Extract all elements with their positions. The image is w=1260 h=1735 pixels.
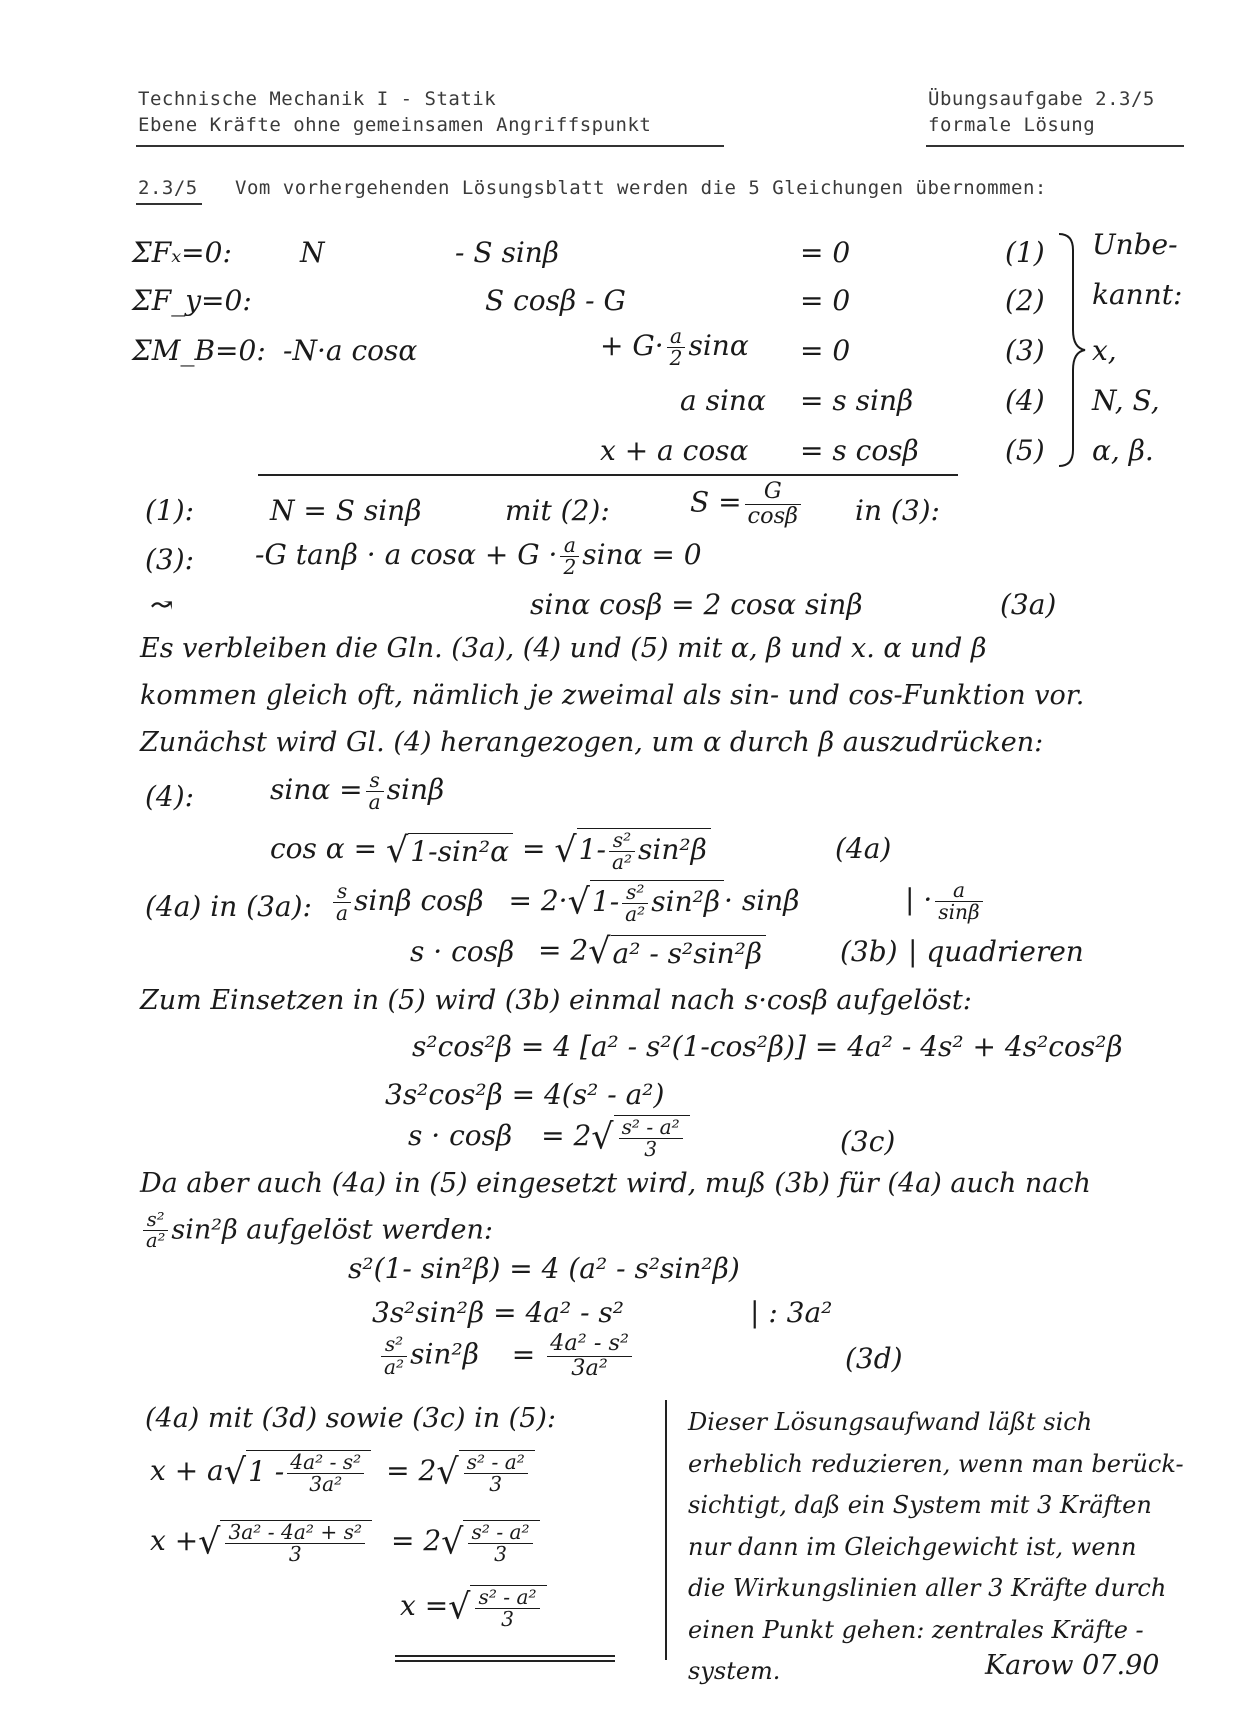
step13-rhs-num: 4a² - s²: [547, 1332, 632, 1357]
step10-fraction: [619, 1117, 683, 1160]
final2-lhs: x +: [150, 1524, 199, 1558]
step5-rad1: 1-sin²α: [408, 833, 513, 868]
step13-num: s²: [381, 1334, 407, 1356]
final-eq-3: [400, 1585, 547, 1630]
eq2-label: (2): [1005, 284, 1045, 317]
step2-num: a: [560, 535, 579, 557]
final1-lhs: x + a: [150, 1454, 224, 1488]
step13-fraction: [381, 1334, 407, 1377]
step6-mult-num: a: [935, 880, 982, 902]
step13-equation: [378, 1332, 635, 1380]
step6-equation: [330, 880, 799, 925]
step10-lhs: s · cosβ: [408, 1119, 513, 1153]
unknowns-x: x,: [1092, 334, 1117, 367]
final1-rad-pre: 1 -: [248, 1455, 285, 1489]
eq3-half-fraction: [667, 326, 686, 369]
eq3-label: (3): [1005, 334, 1045, 367]
final2-rhs-den: 3: [494, 1542, 507, 1567]
signature: Karow 07.90: [985, 1650, 1160, 1681]
step5-rad2-post: sin²β: [638, 833, 707, 867]
step6-multiplier: [905, 880, 986, 923]
final2-eq: = 2: [390, 1524, 442, 1558]
step6-sqrt: √1- $\frac{\text{s²}}{\text{a²}}$ sin²β: [568, 880, 724, 925]
step6-fraction: [333, 881, 351, 924]
step2-fraction: [560, 535, 579, 578]
unknowns-heading-1: Unbe-: [1092, 228, 1178, 261]
step2-equation: [255, 535, 702, 578]
step1-with: mit (2):: [505, 494, 610, 527]
eq3-g-sin: sinα: [688, 329, 749, 363]
final2-rhs-num: s² - a²: [468, 1522, 532, 1544]
step6-eq: = 2·: [508, 884, 568, 918]
paragraph-6-num: s²: [143, 1210, 168, 1231]
final2-den: 3: [288, 1542, 302, 1567]
step7-rhs: [538, 932, 766, 972]
eq2-condition: ΣF_y=0:: [132, 284, 252, 317]
step13-eq: =: [511, 1337, 536, 1371]
paragraph-5: Da aber auch (4a) in (5) eingesetzt wird, muß (3b) für (4a) auch nach: [140, 1168, 1091, 1199]
step6-den: a: [336, 901, 349, 926]
final1-num: 4a² - s²: [287, 1452, 364, 1474]
step5-den: a²: [611, 850, 633, 875]
step1-s-fraction: [745, 480, 801, 528]
step4-lhs: sinα =: [270, 773, 363, 807]
step10-equation: [408, 1115, 690, 1160]
step13-den: a²: [384, 1354, 405, 1379]
paragraph-1: Es verbleiben die Gln. (3a), (4) und (5) mit α, β und x. α und β: [140, 633, 987, 664]
eq1-term-s: - S sinβ: [455, 236, 559, 269]
final3-lhs: x =: [400, 1589, 449, 1623]
final3-den: 3: [501, 1607, 514, 1632]
final1-fraction: [287, 1452, 364, 1495]
step10-label: (3c): [840, 1125, 896, 1158]
eq3-rhs: = 0: [800, 334, 851, 367]
paragraph-3: Zunächst wird Gl. (4) herangezogen, um α durch β auszudrücken:: [140, 727, 1044, 758]
eq1-label: (1): [1005, 236, 1045, 269]
intro-number: 2.3/5: [138, 177, 198, 199]
step13-label: (3d): [845, 1342, 903, 1375]
step7-eq: = 2: [538, 933, 589, 967]
unknowns-heading-2: kannt:: [1092, 278, 1183, 311]
step6-rad-pre: 1-: [591, 885, 620, 919]
step10-num: s² - a²: [619, 1117, 683, 1139]
paragraph-6-text: sin²β aufgelöst werden:: [171, 1214, 493, 1246]
step5-eq: =: [521, 832, 546, 866]
final1-rhs-num: s² - a²: [464, 1452, 528, 1474]
step4-ref: (4):: [145, 780, 195, 813]
eq1-rhs: = 0: [800, 236, 851, 269]
step2-rhs: sinα = 0: [582, 538, 702, 572]
step4-den: a: [368, 790, 381, 815]
step10-den: 3: [644, 1137, 658, 1162]
step7-lhs: s · cosβ: [410, 935, 515, 968]
unknowns-brace-icon: [1055, 230, 1091, 470]
eq2-rhs: = 0: [800, 284, 851, 317]
step6-rad-post: sin²β: [651, 885, 721, 919]
note-divider: [665, 1400, 667, 1660]
final1-sqrt: √1 - $\frac{\text{4a² - s²}}{\text{3a²}}$: [224, 1450, 371, 1495]
step5-fraction: [609, 830, 635, 873]
paragraph-6-den: a²: [146, 1229, 166, 1253]
step1-s-den: cosβ: [747, 502, 799, 529]
note-line-6: einen Punkt gehen: zentrales Kräfte -: [688, 1615, 1144, 1644]
step7-rad: a² - s²sin²β: [611, 935, 767, 970]
step1-ref: (1):: [145, 494, 195, 527]
final-underline-2: [395, 1660, 615, 1662]
step6-tail: · sinβ: [724, 884, 800, 918]
eq3-g-prefix: + G·: [600, 329, 664, 363]
step2-ref: (3):: [145, 543, 195, 576]
step3-label: (3a): [1000, 588, 1057, 621]
paragraph-4: Zum Einsetzen in (5) wird (3b) einmal nach s·cosβ aufgelöst:: [140, 985, 972, 1016]
step5-label: (4a): [835, 832, 892, 865]
step12-note: | : 3a²: [750, 1296, 833, 1329]
eq5-rhs: = s cosβ: [800, 434, 919, 467]
step7-sqrt: √a² - s²sin²β: [588, 932, 766, 972]
exercise-type: formale Lösung: [928, 114, 1096, 136]
step6-rad-num: s²: [622, 882, 648, 904]
step13-rhs-fraction: [547, 1332, 632, 1380]
header-rule-left: [136, 145, 724, 147]
final1-eq: = 2: [386, 1454, 437, 1488]
paragraph-2: kommen gleich oft, nämlich je zweimal als sin- und cos-Funktion vor.: [140, 680, 1085, 711]
step2-lhs: -G tanβ · a cosα + G ·: [255, 538, 558, 572]
step10-sqrt: √ $\frac{\text{s² - a²}}{3}$: [591, 1115, 689, 1160]
final2-rhs-fraction: [468, 1522, 532, 1565]
arrow-icon: ↝: [150, 588, 174, 621]
note-line-5: die Wirkungslinien aller 3 Kräfte durch: [688, 1574, 1167, 1602]
eq2-terms: S cosβ - G: [485, 284, 626, 317]
step7-note: | quadrieren: [908, 935, 1084, 968]
note-line-7: system.: [688, 1657, 781, 1685]
eq3-term-n: -N·a cosα: [283, 334, 418, 367]
final1-rhs-fraction: [464, 1452, 528, 1495]
final2-sqrt: √ $\frac{\text{3a² - 4a² + s²}}{3}$: [198, 1520, 372, 1565]
intro-number-underline: [136, 203, 202, 205]
eq5-label: (5): [1005, 434, 1045, 467]
step5-sqrt-2: √1- $\frac{\text{s²}}{\text{a²}}$ sin²β: [554, 828, 710, 873]
step13-rhs-den: 3a²: [571, 1354, 608, 1381]
step5-rad2-pre: 1-: [578, 833, 606, 867]
side-note: [688, 1402, 1184, 1693]
intro-text: Vom vorhergehenden Lösungsblatt werden die 5 Gleichungen übernommen:: [235, 177, 1047, 199]
step6-ref: (4a) in (3a):: [145, 890, 312, 923]
final-eq-1: [150, 1450, 535, 1495]
step13-sin: sin²β: [410, 1337, 479, 1371]
course-subtitle: Ebene Kräfte ohne gemeinsamen Angriffspunkt: [138, 114, 652, 136]
final1-den: 3a²: [309, 1472, 343, 1497]
step4-fraction: [366, 770, 384, 813]
eq5-lhs: x + a cosα: [600, 434, 749, 467]
step6-lhs: sinβ cosβ: [354, 884, 484, 918]
unknowns-n-s: N, S,: [1092, 384, 1160, 417]
step2-den: 2: [563, 555, 577, 580]
final3-fraction: [475, 1587, 539, 1630]
step7-label: (3b): [840, 935, 898, 968]
note-line-1: Dieser Lösungsaufwand läßt sich: [688, 1408, 1093, 1436]
step4-num: s: [366, 770, 384, 792]
eq3-term-g: [600, 326, 749, 369]
note-line-3: sichtigt, daß ein System mit 3 Kräften: [688, 1491, 1152, 1519]
final2-rhs-sqrt: √ $\frac{\text{s² - a²}}{3}$: [441, 1520, 539, 1565]
eq3-condition: ΣM_B=0:: [132, 334, 266, 367]
step6-bar: | ·: [905, 883, 933, 917]
step6-rad-den: a²: [625, 902, 646, 927]
exercise-number: Übungsaufgabe 2.3/5: [928, 88, 1155, 110]
step1-s-num: G: [745, 480, 801, 505]
step5-lhs: cos α =: [270, 832, 378, 866]
step3-equation: sinα cosβ = 2 cosα sinβ: [530, 588, 863, 621]
eq4-label: (4): [1005, 384, 1045, 417]
paragraph-7: (4a) mit (3d) sowie (3c) in (5):: [145, 1403, 557, 1434]
step12-equation: 3s²sin²β = 4a² - s²: [372, 1296, 625, 1329]
step9-equation: 3s²cos²β = 4(s² - a²): [385, 1078, 665, 1111]
step11-equation: s²(1- sin²β) = 4 (a² - s²sin²β): [348, 1252, 740, 1285]
step4-rhs: sinβ: [386, 773, 445, 807]
final3-sqrt: √ $\frac{\text{s² - a²}}{3}$: [448, 1585, 546, 1630]
eq1-term-n: N: [300, 236, 325, 269]
step4-equation: [270, 770, 444, 813]
final3-num: s² - a²: [475, 1587, 539, 1609]
paragraph-6-fraction: [143, 1210, 168, 1252]
final1-rhs-den: 3: [489, 1472, 503, 1497]
step1-s-label: S =: [690, 485, 742, 519]
eq3-half-den: 2: [669, 346, 683, 371]
step5-sqrt-1: √1-sin²α: [386, 831, 513, 871]
eq3-half-num: a: [667, 326, 686, 348]
final-eq-2: [150, 1520, 540, 1565]
final2-num: 3a² - 4a² + s²: [225, 1522, 365, 1544]
step1-s-eq: [690, 480, 804, 528]
step1-in3: in (3):: [855, 494, 940, 527]
header-rule-right: [926, 145, 1184, 147]
step5-num: s²: [609, 830, 635, 852]
system-underline: [258, 474, 958, 476]
step6-mult-fraction: [935, 880, 982, 923]
eq4-lhs: a sinα: [680, 384, 766, 417]
eq1-condition: ΣFₓ=0:: [132, 236, 232, 269]
step5-equation: [270, 828, 711, 873]
course-title: Technische Mechanik I - Statik: [138, 88, 497, 110]
step10-eq: = 2: [541, 1119, 592, 1153]
final-underline-1: [395, 1655, 615, 1657]
paragraph-6: [140, 1210, 493, 1252]
unknowns-angles: α, β.: [1092, 434, 1154, 467]
eq4-rhs: = s sinβ: [800, 384, 914, 417]
note-line-2: erheblich reduzieren, wenn man berück-: [688, 1449, 1184, 1478]
step1-n-eq: N = S sinβ: [270, 494, 422, 527]
final2-fraction: [225, 1522, 365, 1565]
final1-rhs-sqrt: √ $\frac{\text{s² - a²}}{3}$: [436, 1450, 534, 1495]
step6-num: s: [333, 881, 351, 903]
step6-mult-den: sinβ: [938, 900, 980, 925]
step6-rad-fraction: [622, 882, 648, 925]
step8-equation: s²cos²β = 4 [a² - s²(1-cos²β)] = 4a² - 4s² + 4s²cos²β: [412, 1030, 1123, 1063]
note-line-4: nur dann im Gleichgewicht ist, wenn: [688, 1532, 1137, 1561]
